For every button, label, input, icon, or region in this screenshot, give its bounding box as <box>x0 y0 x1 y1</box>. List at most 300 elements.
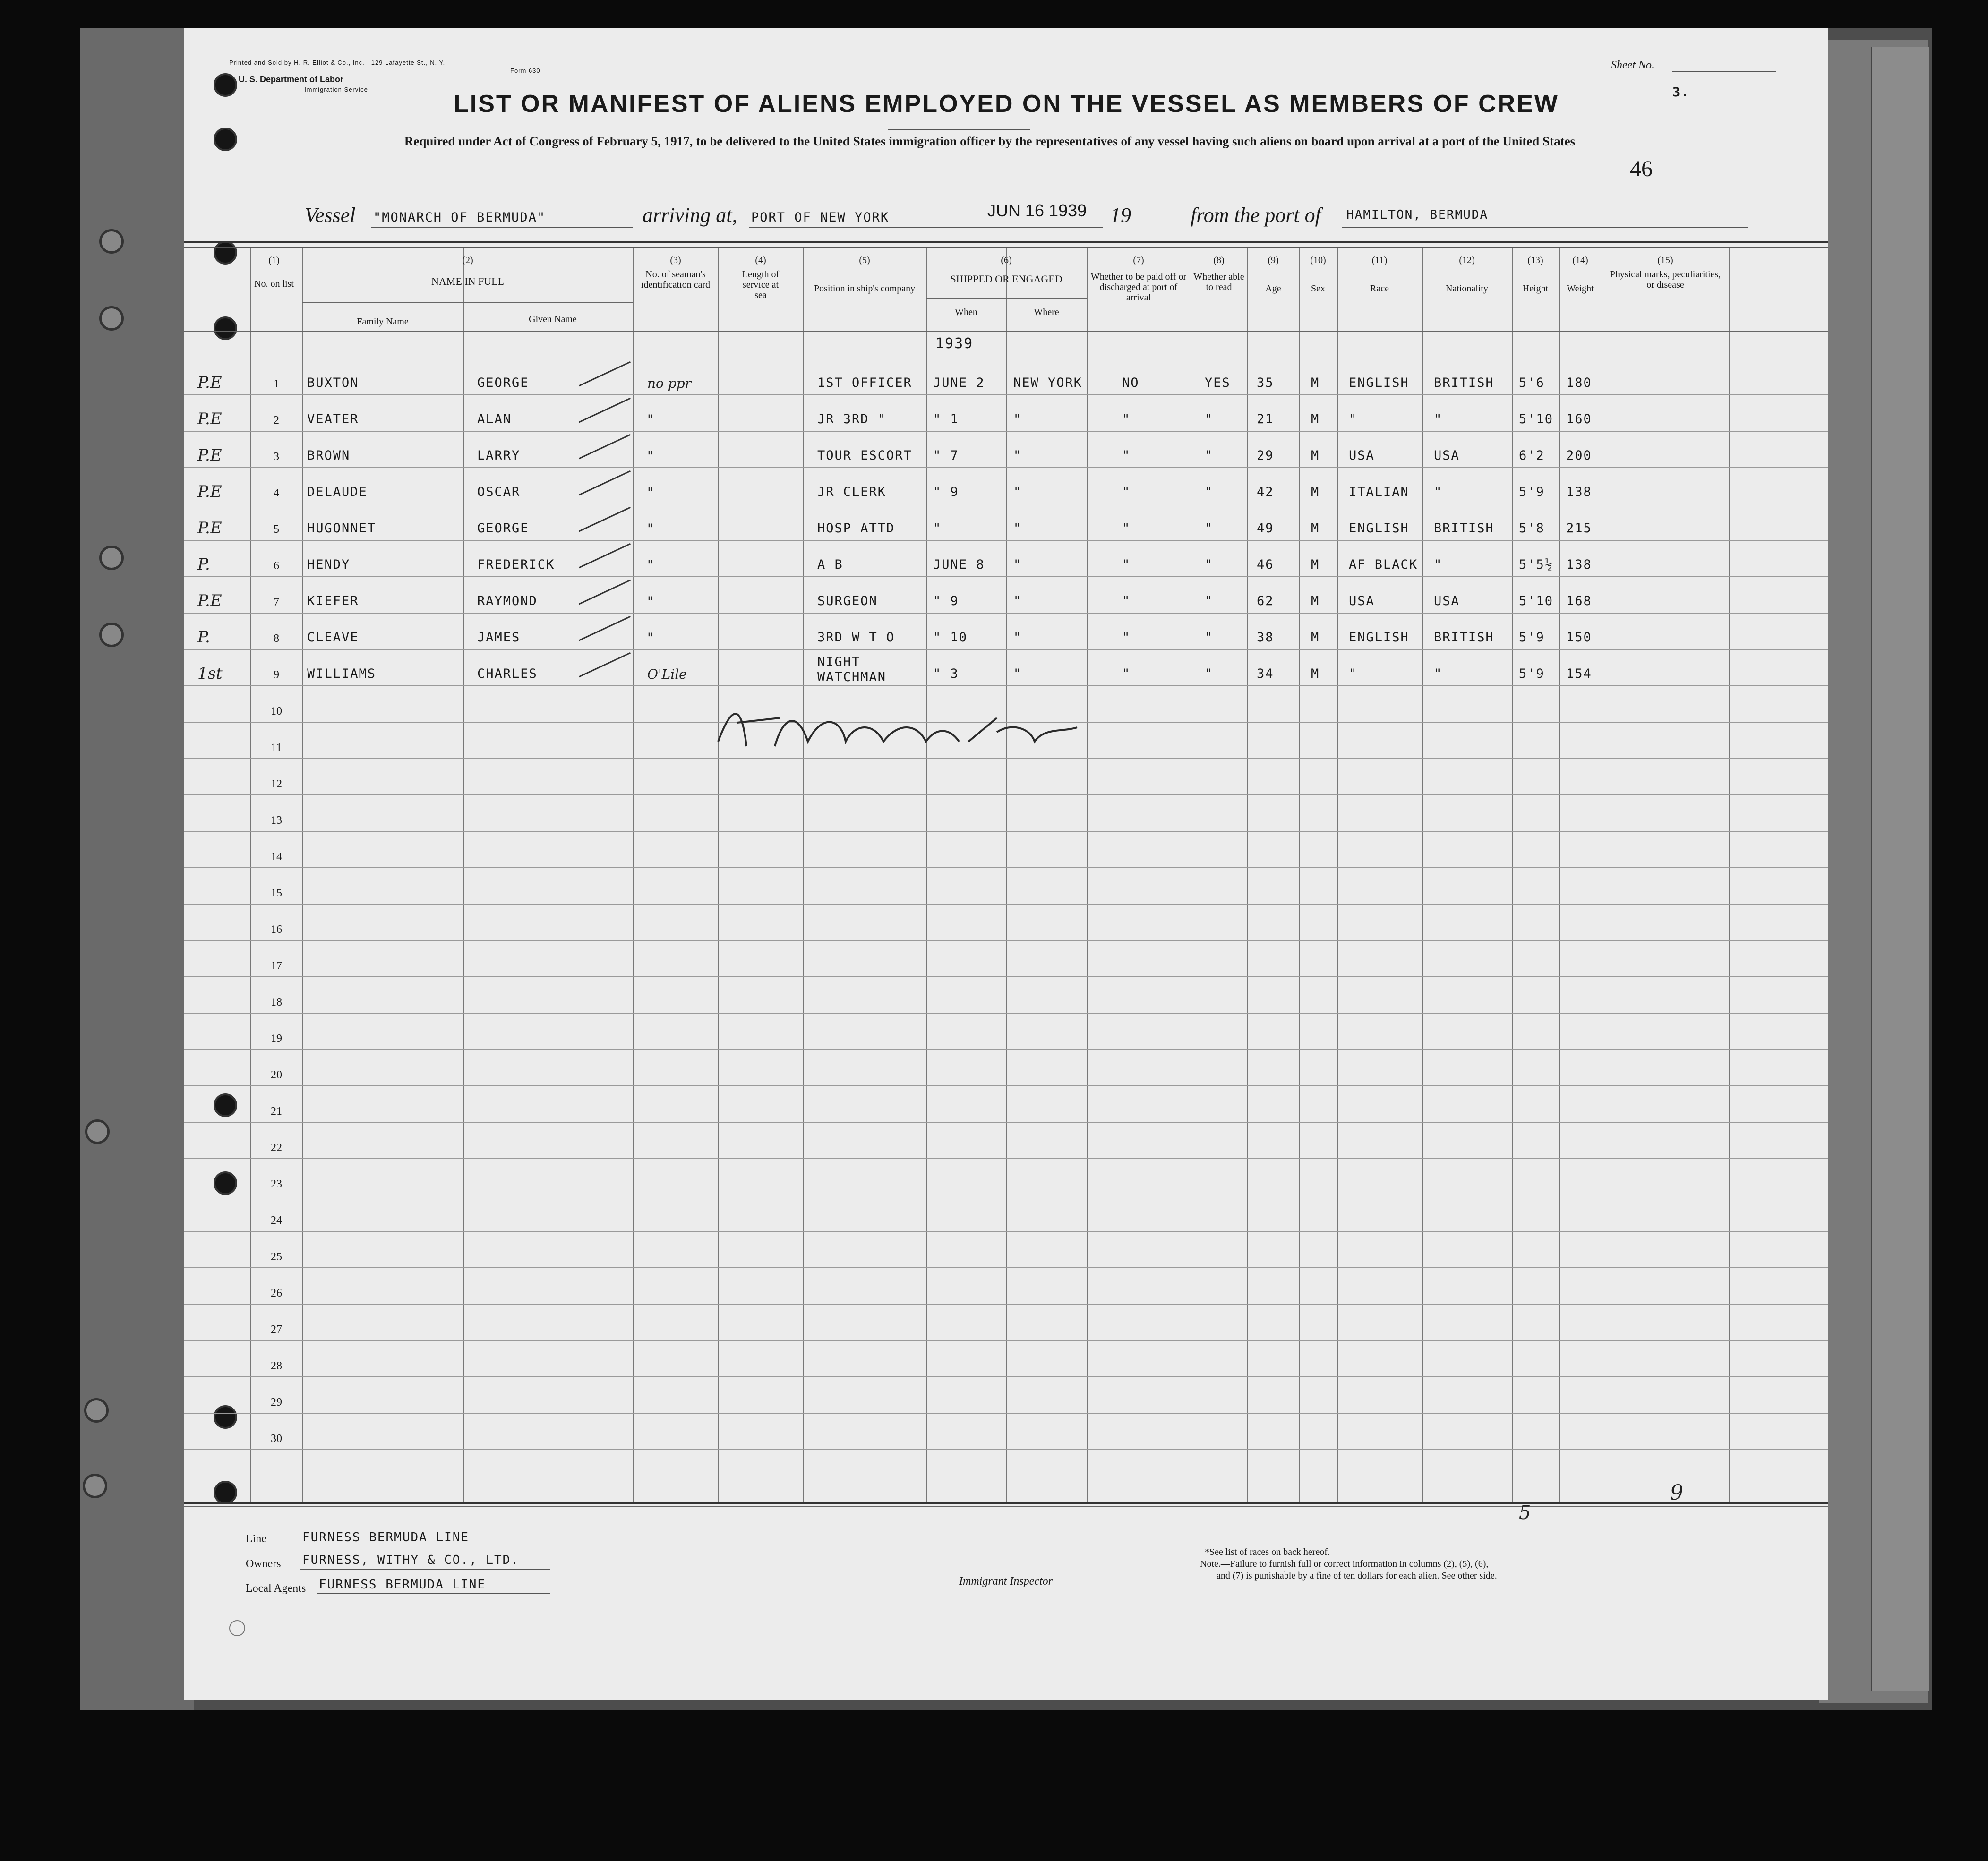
position: JR 3RD " <box>817 412 887 427</box>
department: U. S. Department of Labor <box>239 75 344 84</box>
position: A B <box>817 557 843 572</box>
able-to-read: " <box>1205 521 1214 536</box>
col15-num: (15) <box>1657 255 1673 265</box>
row-rule <box>184 867 1828 868</box>
col7-num: (7) <box>1133 255 1144 265</box>
given-name: LARRY <box>477 448 521 463</box>
col10-num: (10) <box>1310 255 1326 265</box>
age: 62 <box>1257 594 1274 608</box>
column-rule <box>1006 248 1007 1502</box>
row-number: 15 <box>271 887 282 899</box>
able-to-read: " <box>1205 666 1214 681</box>
row-rule <box>184 1158 1828 1159</box>
check-mark <box>579 652 631 677</box>
weight: 154 <box>1566 666 1592 681</box>
column-rule <box>1512 248 1513 1502</box>
col3-label: No. of seaman's identification card <box>641 269 711 290</box>
sex: M <box>1311 666 1320 681</box>
weight: 180 <box>1566 376 1592 390</box>
height: 5'5½ <box>1519 557 1554 572</box>
agents-underline <box>317 1593 550 1594</box>
column-rule <box>1422 248 1423 1502</box>
paid-off: " <box>1122 485 1131 499</box>
col14-label: Weight <box>1567 283 1594 294</box>
col7-label: Whether to be paid off or discharged at port of arrival <box>1090 272 1187 303</box>
row-rule <box>184 1376 1828 1377</box>
row-rule <box>184 1340 1828 1341</box>
check-mark <box>579 580 631 605</box>
position: 1ST OFFICER <box>817 376 912 390</box>
row-rule <box>184 976 1828 977</box>
shipped-where: " <box>1013 666 1022 681</box>
stray-mark-5: 5 <box>1519 1502 1531 1524</box>
row-number: 7 <box>274 596 279 608</box>
col1-label: No. on list <box>254 279 294 289</box>
engaged-year: 1939 <box>935 335 974 352</box>
row-rule <box>184 1013 1828 1014</box>
col8-label: Whether able to read <box>1193 272 1244 292</box>
shipped-where: NEW YORK <box>1013 376 1083 390</box>
col6-when-label: When <box>955 307 977 317</box>
row-rule <box>184 1449 1828 1450</box>
row-rule <box>184 1049 1828 1050</box>
header-rule <box>926 298 1087 299</box>
sex: M <box>1311 630 1320 645</box>
row-number: 5 <box>274 523 279 536</box>
binding-strip <box>80 28 194 1710</box>
age: 29 <box>1257 448 1274 463</box>
id-card: " <box>647 448 653 464</box>
row-rule <box>184 1122 1828 1123</box>
row-number: 8 <box>274 632 279 645</box>
sex: M <box>1311 521 1320 536</box>
shipped-when: " <box>933 521 942 536</box>
col2-num: (2) <box>462 255 473 265</box>
shipped-when: " 3 <box>933 666 959 681</box>
row-number: 19 <box>271 1033 282 1045</box>
owners-label: Owners <box>246 1558 281 1570</box>
row-number: 4 <box>274 487 279 499</box>
row-annotation: P.E <box>197 482 222 501</box>
col10-label: Sex <box>1311 283 1325 294</box>
row-number: 24 <box>271 1214 282 1227</box>
able-to-read: " <box>1205 485 1214 499</box>
row-number: 1 <box>274 378 279 390</box>
col6-where-label: Where <box>1034 307 1059 317</box>
manifest-sheet <box>184 28 1828 1700</box>
sex: M <box>1311 376 1320 390</box>
age: 34 <box>1257 666 1274 681</box>
row-number: 16 <box>271 923 282 936</box>
punch-hole <box>214 316 237 340</box>
agents-value: FURNESS BERMUDA LINE <box>319 1578 486 1592</box>
races-note: *See list of races on back hereof. <box>1205 1547 1330 1557</box>
from-port-underline <box>1342 227 1748 228</box>
line-value: FURNESS BERMUDA LINE <box>302 1530 470 1545</box>
family-name: CLEAVE <box>307 630 359 645</box>
nationality: " <box>1434 412 1443 427</box>
shipped-where: " <box>1013 630 1022 645</box>
owners-value: FURNESS, WITHY & CO., LTD. <box>302 1553 519 1567</box>
check-mark <box>579 398 631 423</box>
row-number: 27 <box>271 1323 282 1336</box>
row-rule <box>184 576 1828 577</box>
position: TOUR ESCORT <box>817 448 912 463</box>
position: HOSP ATTD <box>817 521 895 536</box>
row-annotation: P. <box>197 628 210 647</box>
id-card: no ppr <box>647 376 692 391</box>
height: 5'9 <box>1519 630 1545 645</box>
row-number: 3 <box>274 451 279 463</box>
sex: M <box>1311 412 1320 427</box>
paid-off: " <box>1122 557 1131 572</box>
shipped-when: " 9 <box>933 594 959 608</box>
punch-hole <box>214 1481 237 1504</box>
id-card: " <box>647 594 653 609</box>
sheet-label: Sheet No. <box>1611 59 1654 71</box>
id-card: " <box>647 412 653 427</box>
col15-label: Physical marks, peculiarities, or disease <box>1610 269 1721 290</box>
inspector-label: Immigrant Inspector <box>959 1575 1053 1588</box>
punch-hole <box>99 229 124 254</box>
check-mark <box>579 543 631 568</box>
row-annotation: P.E <box>197 446 222 465</box>
year-prefix: 19 <box>1110 204 1131 227</box>
row-number: 23 <box>271 1178 282 1190</box>
col13-label: Height <box>1522 283 1549 294</box>
height: 5'10 <box>1519 594 1554 608</box>
stray-mark-9: 9 <box>1670 1481 1683 1505</box>
weight: 200 <box>1566 448 1592 463</box>
age: 21 <box>1257 412 1274 427</box>
column-rule <box>1087 248 1088 1502</box>
agents-label: Local Agents <box>246 1582 306 1595</box>
row-rule <box>184 394 1828 395</box>
arrival-port: PORT OF NEW YORK <box>751 210 890 225</box>
height: 5'9 <box>1519 485 1545 499</box>
height: 5'8 <box>1519 521 1545 536</box>
row-number: 25 <box>271 1251 282 1263</box>
family-name: HENDY <box>307 557 351 572</box>
nationality: BRITISH <box>1434 630 1494 645</box>
check-mark <box>579 434 631 459</box>
sex: M <box>1311 594 1320 608</box>
page-subtitle: Required under Act of Congress of February 5, 1917, to be delivered to the United States immigration officer by the representatives of any vessel having such aliens on board upon arrival at a port of the United States <box>404 134 1576 148</box>
family-name: VEATER <box>307 412 359 427</box>
row-rule <box>184 1267 1828 1268</box>
shipped-where: " <box>1013 521 1022 536</box>
row-rule <box>184 1231 1828 1232</box>
punch-hole <box>83 1474 107 1498</box>
col14-num: (14) <box>1572 255 1588 265</box>
row-number: 17 <box>271 960 282 972</box>
nationality: USA <box>1434 448 1460 463</box>
weight: 150 <box>1566 630 1592 645</box>
given-name: RAYMOND <box>477 594 538 608</box>
col5-label: Position in ship's company <box>814 283 916 294</box>
height: 5'6 <box>1519 376 1545 390</box>
weight: 160 <box>1566 412 1592 427</box>
paid-off: " <box>1122 412 1131 427</box>
row-rule <box>184 613 1828 614</box>
position: 3RD W T O <box>817 630 895 645</box>
given-name: FREDERICK <box>477 557 555 572</box>
nationality: " <box>1434 557 1443 572</box>
sex: M <box>1311 557 1320 572</box>
row-number: 28 <box>271 1360 282 1372</box>
paid-off: " <box>1122 521 1131 536</box>
race: " <box>1349 666 1358 681</box>
row-annotation: P.E <box>197 373 222 392</box>
height: 5'9 <box>1519 666 1545 681</box>
column-rule <box>1299 248 1300 1502</box>
sex: M <box>1311 448 1320 463</box>
col5-num: (5) <box>859 255 870 265</box>
table-top-rule <box>184 241 1828 243</box>
row-rule <box>184 1085 1828 1086</box>
col4-num: (4) <box>755 255 766 265</box>
able-to-read: YES <box>1205 376 1231 390</box>
nationality: BRITISH <box>1434 521 1494 536</box>
col1-num: (1) <box>268 255 280 265</box>
age: 42 <box>1257 485 1274 499</box>
col13-num: (13) <box>1527 255 1543 265</box>
penalty-note-2: and (7) is punishable by a fine of ten dollars for each alien. See other side. <box>1217 1571 1497 1581</box>
row-annotation: P.E <box>197 519 222 538</box>
shipped-where: " <box>1013 412 1022 427</box>
able-to-read: " <box>1205 448 1214 463</box>
row-rule <box>184 940 1828 941</box>
able-to-read: " <box>1205 412 1214 427</box>
column-rule <box>1247 248 1248 1502</box>
from-label: from the port of <box>1191 204 1321 227</box>
able-to-read: " <box>1205 594 1214 608</box>
column-rule <box>1337 248 1338 1502</box>
family-name: BUXTON <box>307 376 359 390</box>
date-stamp: JUN 16 1939 <box>987 201 1087 220</box>
vessel-label: Vessel <box>305 204 356 227</box>
paid-off: " <box>1122 630 1131 645</box>
row-annotation: P.E <box>197 591 222 610</box>
paid-off: " <box>1122 448 1131 463</box>
arriving-label: arriving at, <box>643 204 737 227</box>
family-name: KIEFER <box>307 594 359 608</box>
row-number: 6 <box>274 560 279 572</box>
age: 49 <box>1257 521 1274 536</box>
footer-rule <box>184 1502 1828 1504</box>
given-name: ALAN <box>477 412 512 427</box>
header-rule <box>302 302 633 303</box>
shipped-when: " 10 <box>933 630 968 645</box>
family-name: DELAUDE <box>307 485 368 499</box>
row-number: 30 <box>271 1433 282 1445</box>
col2-family-label: Family Name <box>357 316 409 327</box>
column-rule <box>1559 248 1560 1502</box>
row-rule <box>184 467 1828 468</box>
column-rule <box>633 248 634 1502</box>
given-name: OSCAR <box>477 485 521 499</box>
check-mark <box>579 361 631 386</box>
given-name: GEORGE <box>477 376 529 390</box>
weight: 168 <box>1566 594 1592 608</box>
family-name: HUGONNET <box>307 521 377 536</box>
col6-label: SHIPPED OR ENGAGED <box>950 273 1063 285</box>
vessel-underline <box>371 227 633 228</box>
row-rule <box>184 649 1828 650</box>
paid-off: " <box>1122 666 1131 681</box>
column-rule <box>926 248 927 1502</box>
from-port: HAMILTON, BERMUDA <box>1346 208 1489 222</box>
page-edge-outer <box>1871 47 1929 1691</box>
paid-off: " <box>1122 594 1131 608</box>
weight: 138 <box>1566 557 1592 572</box>
id-card: " <box>647 557 653 573</box>
row-rule <box>184 1413 1828 1414</box>
age: 46 <box>1257 557 1274 572</box>
row-number: 2 <box>274 414 279 427</box>
col11-num: (11) <box>1371 255 1388 265</box>
column-rule <box>1729 248 1730 1502</box>
column-rule <box>803 248 804 1502</box>
col2-label: NAME IN FULL <box>431 275 504 287</box>
race: ITALIAN <box>1349 485 1409 499</box>
nationality: " <box>1434 666 1443 681</box>
sheet-number: 3. <box>1672 85 1690 100</box>
race: AF BLACK <box>1349 557 1418 572</box>
row-number: 20 <box>271 1069 282 1081</box>
col8-num: (8) <box>1213 255 1225 265</box>
race: USA <box>1349 594 1375 608</box>
row-number: 12 <box>271 778 282 790</box>
id-card: " <box>647 521 653 537</box>
check-mark <box>579 507 631 532</box>
col12-num: (12) <box>1459 255 1475 265</box>
age: 38 <box>1257 630 1274 645</box>
able-to-read: " <box>1205 557 1214 572</box>
line-label: Line <box>246 1533 266 1545</box>
nationality: " <box>1434 485 1443 499</box>
given-name: JAMES <box>477 630 521 645</box>
able-to-read: " <box>1205 630 1214 645</box>
footer-rule-2 <box>184 1506 1828 1507</box>
punch-hole <box>214 241 237 265</box>
col3-num: (3) <box>670 255 681 265</box>
race: ENGLISH <box>1349 630 1409 645</box>
row-rule <box>184 831 1828 832</box>
page-title: LIST OR MANIFEST OF ALIENS EMPLOYED ON THE VESSEL AS MEMBERS OF CREW <box>454 90 1559 118</box>
row-number: 11 <box>271 742 282 754</box>
position: SURGEON <box>817 594 878 608</box>
row-number: 14 <box>271 851 282 863</box>
row-number: 13 <box>271 814 282 827</box>
id-card: O'Lile <box>647 666 687 682</box>
race: USA <box>1349 448 1375 463</box>
punch-hole <box>214 1171 237 1195</box>
id-card: " <box>647 630 653 646</box>
row-number: 26 <box>271 1287 282 1299</box>
row-annotation: 1st <box>197 664 223 683</box>
given-name: CHARLES <box>477 666 538 681</box>
check-mark <box>579 470 631 495</box>
shipped-where: " <box>1013 594 1022 608</box>
service: Immigration Service <box>305 86 368 93</box>
column-rule <box>718 248 719 1502</box>
punch-hole <box>99 306 124 331</box>
weight: 138 <box>1566 485 1592 499</box>
col11-label: Race <box>1370 283 1389 294</box>
shipped-where: " <box>1013 557 1022 572</box>
punch-hole <box>214 1093 237 1117</box>
sheet-line <box>1672 71 1776 72</box>
weight: 215 <box>1566 521 1592 536</box>
col12-label: Nationality <box>1446 283 1488 294</box>
col6-num: (6) <box>1001 255 1012 265</box>
sex: M <box>1311 485 1320 499</box>
given-name: GEORGE <box>477 521 529 536</box>
row-rule <box>184 904 1828 905</box>
nationality: BRITISH <box>1434 376 1494 390</box>
shipped-where: " <box>1013 485 1022 499</box>
penalty-note: Note.—Failure to furnish full or correct information in columns (2), (5), (6), <box>1200 1559 1489 1569</box>
title-rule <box>888 129 1030 130</box>
height: 6'2 <box>1519 448 1545 463</box>
row-number: 22 <box>271 1142 282 1154</box>
row-number: 29 <box>271 1396 282 1409</box>
paid-off: NO <box>1122 376 1140 390</box>
table-top-rule-2 <box>184 247 1828 248</box>
row-rule <box>184 431 1828 432</box>
height: 5'10 <box>1519 412 1554 427</box>
page-number: 46 <box>1630 156 1653 181</box>
signature-text: H.B.Crandall Insp <box>902 760 906 761</box>
punch-hole <box>85 1119 110 1144</box>
col2-given-label: Given Name <box>529 314 577 324</box>
column-rule <box>250 248 251 1502</box>
shipped-when: " 7 <box>933 448 959 463</box>
race: ENGLISH <box>1349 376 1409 390</box>
row-annotation: P.E <box>197 410 222 428</box>
column-rule <box>463 248 464 1502</box>
nationality: USA <box>1434 594 1460 608</box>
shipped-when: JUNE 8 <box>933 557 985 572</box>
row-number: 21 <box>271 1105 282 1118</box>
punch-hole <box>99 546 124 570</box>
printer-seal <box>229 1620 245 1636</box>
row-number: 9 <box>274 669 279 681</box>
family-name: WILLIAMS <box>307 666 377 681</box>
position: JR CLERK <box>817 485 887 499</box>
shipped-when: " 1 <box>933 412 959 427</box>
col4-label: Length of service at sea <box>742 269 780 300</box>
punch-hole <box>214 128 237 151</box>
family-name: BROWN <box>307 448 351 463</box>
punch-hole <box>84 1398 109 1423</box>
row-rule <box>184 1304 1828 1305</box>
row-number: 10 <box>271 705 282 717</box>
position: NIGHT WATCHMAN <box>817 655 887 684</box>
port-underline <box>749 227 1103 228</box>
row-annotation: P. <box>197 555 210 574</box>
row-rule <box>184 794 1828 795</box>
vessel-name: "MONARCH OF BERMUDA" <box>373 210 546 225</box>
column-rule <box>302 248 303 1502</box>
shipped-when: JUNE 2 <box>933 376 985 390</box>
shipped-when: " 9 <box>933 485 959 499</box>
race: ENGLISH <box>1349 521 1409 536</box>
punch-hole <box>99 623 124 647</box>
row-rule <box>184 540 1828 541</box>
row-number: 18 <box>271 996 282 1008</box>
